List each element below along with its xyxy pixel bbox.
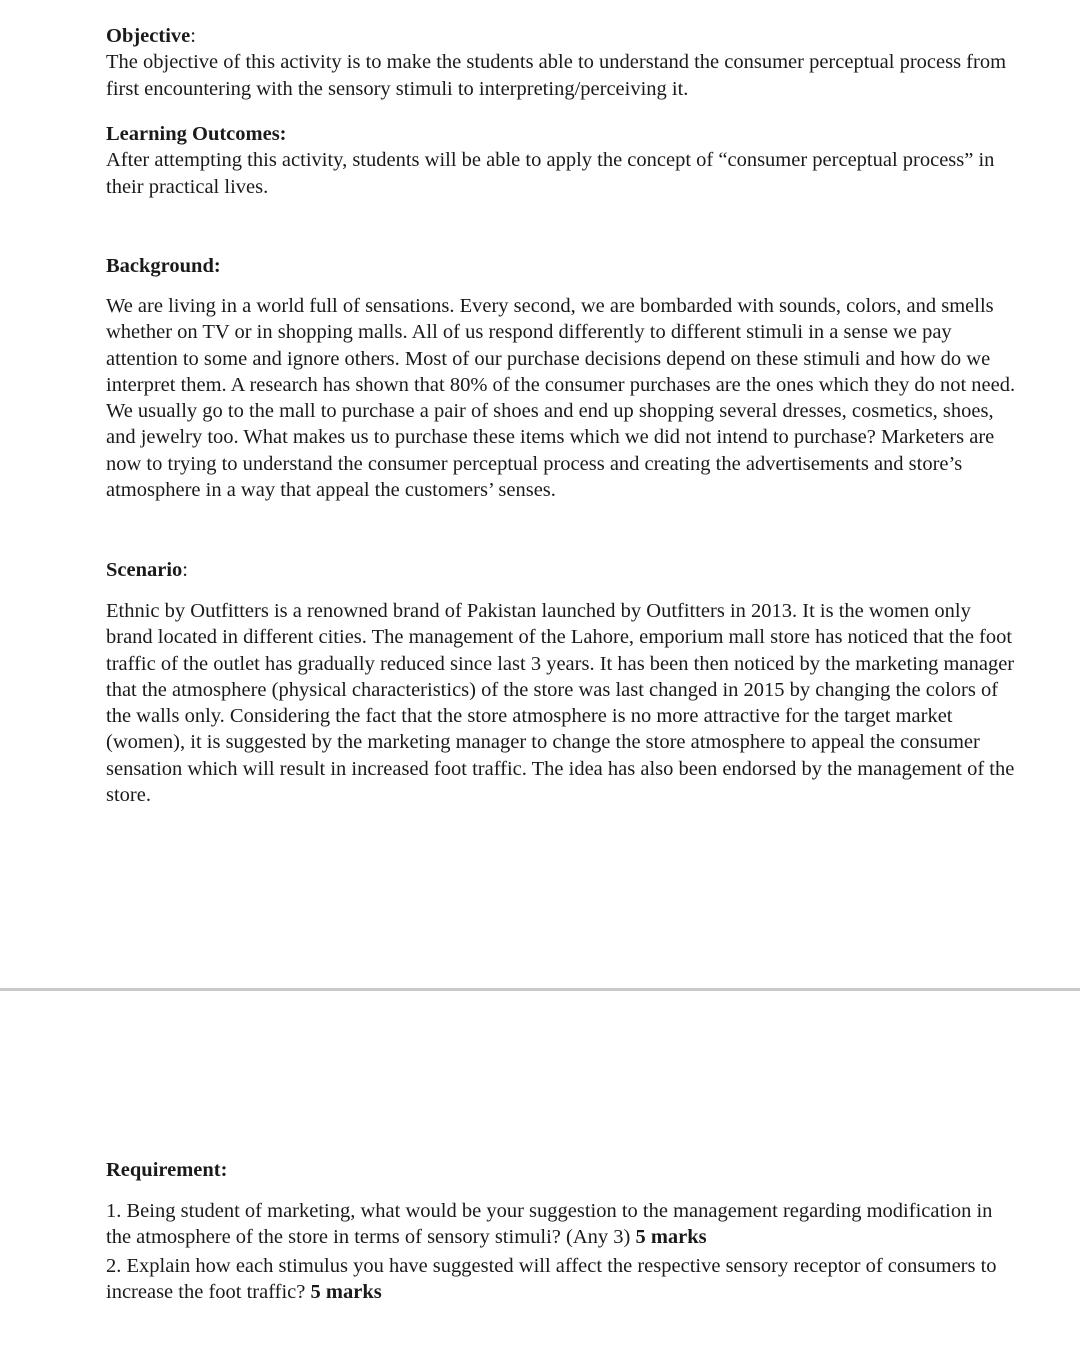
background-heading: Background: xyxy=(106,255,221,277)
requirement-item xyxy=(106,1198,1016,1251)
requirement-item xyxy=(106,1253,1016,1306)
objective-heading: Objective: xyxy=(106,25,196,47)
learning-outcomes-text: After attempting this activity, students will be able to apply the concept of “consumer perceptual process” in their practical lives. xyxy=(106,149,995,198)
background-text: We are living in a world full of sensations. Every second, we are bombarded with sounds, colors, and smells whether on TV or in shopping malls. All of us respond differently to different stimuli in a sense we pay attention to some and ignore others. Most of our purchase decisions depend on these stimuli and how do we interpret them. A research has shown that 80% of the consumer purchases are the ones which they do not need. We usually go to the mall to purchase a pair of shoes and end up shopping several dresses, cosmetics, shoes, and jewelry too. What makes us to purchase these items which we did not intend to purchase? Marketers are now to trying to understand the consumer perceptual process and creating the advertisements and store’s atmosphere in a way that appeal the customers’ senses. xyxy=(106,295,1016,502)
scenario-text: Ethnic by Outfitters is a renowned brand of Pakistan launched by Outfitters in 2013. It is the women only brand located in different cities. The management of the Lahore, emporium mall store has noticed that the foot traffic of the outlet has gradually reduced since last 3 years. It has been then noticed by the marketing manager that the atmosphere (physical characteristics) of the store was last changed in 2015 by changing the colors of the walls only. Considering the fact that the store atmosphere is no more attractive for the target market (women), it is suggested by the marketing manager to change the store atmosphere to appeal the consumer sensation which will result in increased foot traffic. The idea has also been endorsed by the management of the store. xyxy=(106,600,1015,807)
objective-text: The objective of this activity is to make the students able to understand the consumer perceptual process from first encountering with the sensory stimuli to interpreting/perceiving it. xyxy=(106,51,1007,100)
requirement-marks: 5 marks xyxy=(635,1226,707,1249)
objective-section xyxy=(106,23,1016,102)
background-section xyxy=(106,293,1016,503)
scenario-heading: Scenario: xyxy=(106,559,188,581)
learning-outcomes-heading: Learning Outcomes: xyxy=(106,123,287,145)
background-heading-wrap xyxy=(106,253,1016,279)
requirement-marks: 5 marks xyxy=(310,1281,382,1304)
scenario-heading-wrap xyxy=(106,557,1016,583)
page-divider xyxy=(0,988,1080,991)
requirement-heading: Requirement: xyxy=(106,1159,228,1181)
requirement-item-text: 1. Being student of marketing, what would be your suggestion to the management regarding modification in the atmosphere of the store in terms of sensory stimuli? (Any 3) 5 marks xyxy=(106,1200,993,1249)
learning-outcomes-section xyxy=(106,121,1016,200)
scenario-section xyxy=(106,598,1016,808)
requirement-heading-wrap xyxy=(106,1157,1016,1183)
requirement-item-text: 2. Explain how each stimulus you have suggested will affect the respective sensory receptor of consumers to increase the foot traffic? 5 marks xyxy=(106,1255,997,1304)
